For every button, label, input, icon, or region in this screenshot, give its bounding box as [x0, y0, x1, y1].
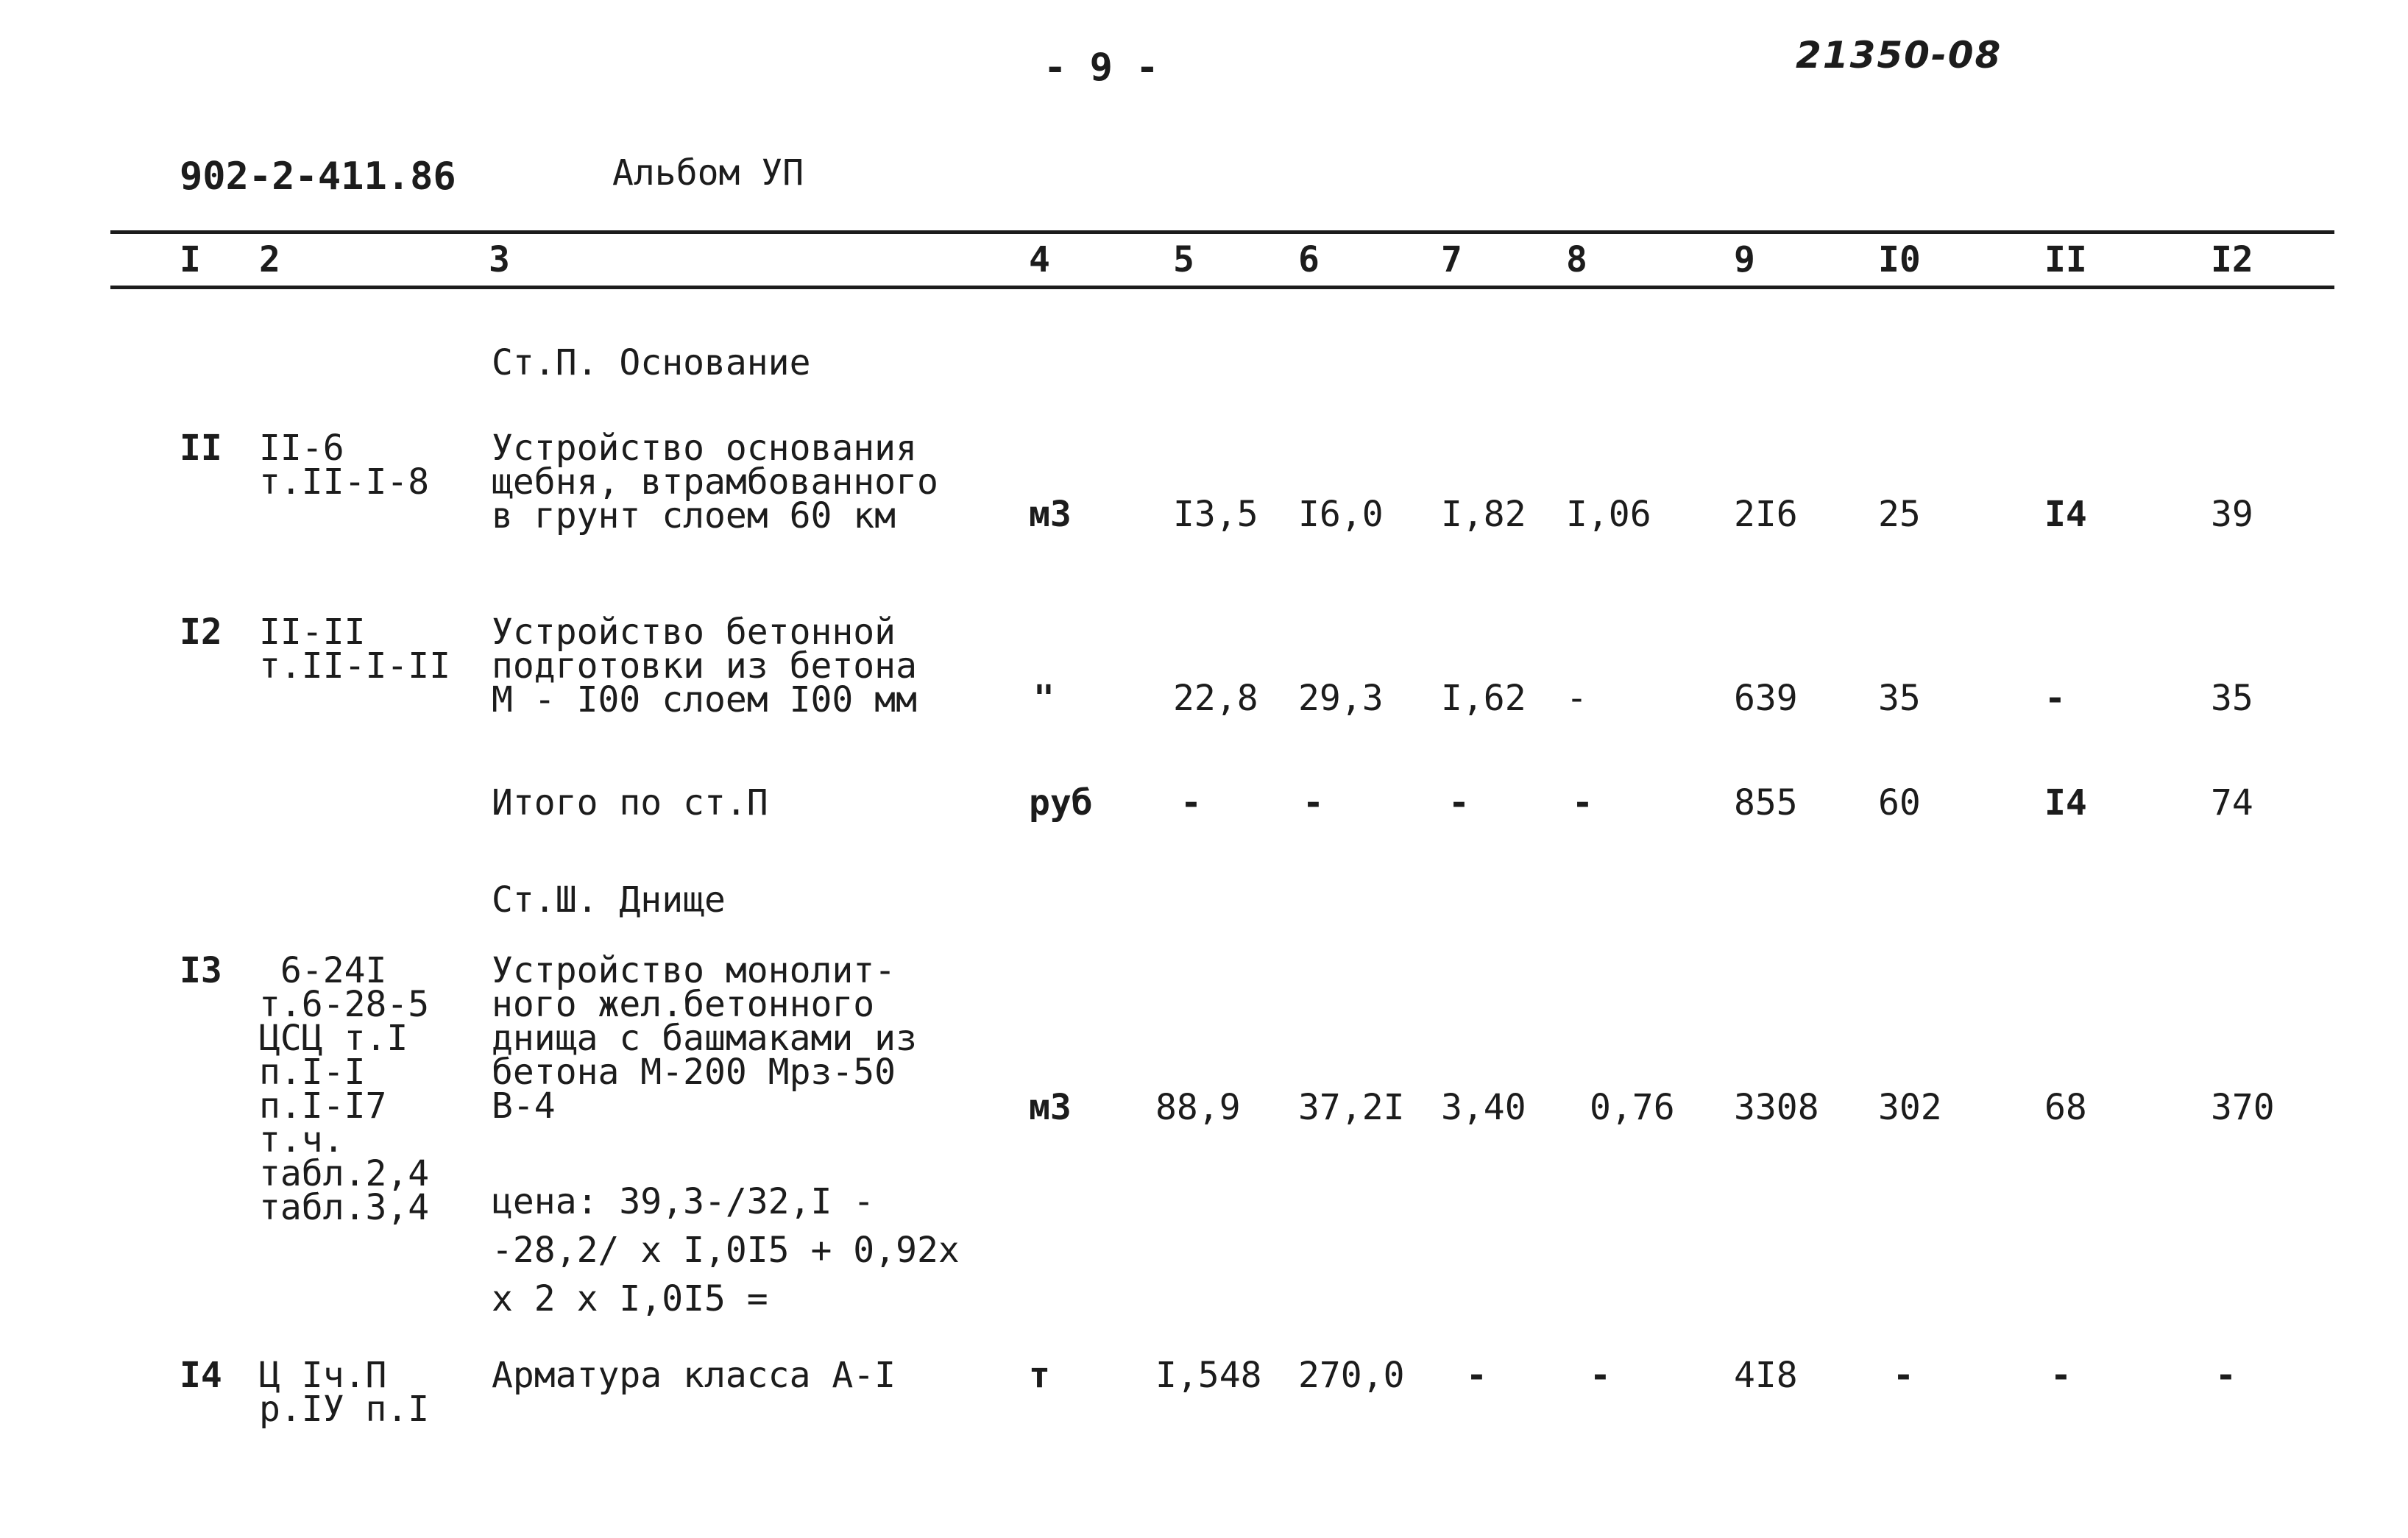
unit: руб [1029, 782, 1093, 823]
price-calculation: цена: 39,3-/32,I - -28,2/ х I,0I5 + 0,92х х 2 х I,0I5 = [492, 1181, 960, 1319]
document-code: 21350-08 [1796, 34, 2002, 77]
norm-code: II-II т.II-I-II [259, 612, 451, 687]
col12-value: 370 [2211, 1087, 2275, 1128]
col-header-10: I0 [1878, 239, 1921, 280]
project-code: 902-2-411.86 [180, 155, 456, 199]
col10-value: - [1893, 1355, 1914, 1396]
col10-value: 60 [1878, 782, 1921, 823]
album-label: Альбом УП [612, 152, 804, 194]
col7-value: - [1466, 1355, 1487, 1396]
col5-value: I,548 [1155, 1355, 1262, 1396]
col8-value: - [1590, 1355, 1611, 1396]
norm-code: 6-24I т.6-28-5 ЦСЦ т.I п.I-I п.I-I7 т.ч. табл.2,4 табл.3,4 [259, 950, 430, 1228]
col11-value: I4 [2044, 782, 2087, 823]
col11-value: 68 [2044, 1087, 2087, 1128]
col7-value: - [1448, 782, 1470, 823]
col-header-8: 8 [1566, 239, 1587, 280]
total-label: Итого по ст.П [492, 782, 768, 823]
col8-value: I,06 [1566, 494, 1651, 535]
col9-value: 3308 [1734, 1087, 1819, 1128]
row-number: I4 [180, 1355, 222, 1396]
row-number: I2 [180, 612, 222, 653]
page-number: - 9 - [1044, 46, 1159, 90]
col5-value: 22,8 [1173, 678, 1258, 719]
col11-value: - [2044, 678, 2066, 719]
col6-value: 29,3 [1298, 678, 1384, 719]
section-title-bottom-slab: Ст.Ш. Днище [492, 879, 726, 921]
col-header-4: 4 [1029, 239, 1050, 280]
col10-value: 25 [1878, 494, 1921, 535]
col6-value: 270,0 [1298, 1355, 1405, 1396]
col8-value: - [1572, 782, 1593, 823]
work-description: Устройство монолит- ного жел.бетонного днища с башмаками из бетона М-200 Мрз-50 В-4 [492, 950, 917, 1127]
work-description: Арматура класса А-I [492, 1355, 896, 1396]
col6-value: I6,0 [1298, 494, 1384, 535]
col-header-3: 3 [489, 239, 510, 280]
col5-value: I3,5 [1173, 494, 1258, 535]
col7-value: I,82 [1441, 494, 1526, 535]
norm-code: Ц Iч.П р.IУ п.I [259, 1355, 430, 1430]
unit: м3 [1029, 494, 1072, 535]
row-number: I3 [180, 950, 222, 991]
col10-value: 35 [1878, 678, 1921, 719]
col5-value: 88,9 [1155, 1087, 1241, 1128]
col11-value: I4 [2044, 494, 2087, 535]
col7-value: I,62 [1441, 678, 1526, 719]
col7-value: 3,40 [1441, 1087, 1526, 1128]
col9-value: 639 [1734, 678, 1798, 719]
col8-value: - [1566, 678, 1587, 719]
col12-value: - [2215, 1355, 2237, 1396]
unit: м3 [1029, 1087, 1072, 1128]
col9-value: 4I8 [1734, 1355, 1798, 1396]
col8-value: 0,76 [1590, 1087, 1675, 1128]
col-header-1: I [180, 239, 201, 280]
col5-value: - [1180, 782, 1202, 823]
col6-value: - [1303, 782, 1324, 823]
row-number: II [180, 428, 222, 469]
work-description: Устройство бетонной подготовки из бетона М - I00 слоем I00 мм [492, 612, 917, 720]
col-header-2: 2 [259, 239, 280, 280]
col12-value: 39 [2211, 494, 2253, 535]
unit: т [1029, 1355, 1050, 1396]
col-header-7: 7 [1441, 239, 1462, 280]
unit: " [1033, 678, 1055, 719]
col11-value: - [2050, 1355, 2072, 1396]
col10-value: 302 [1878, 1087, 1942, 1128]
header-top-rule [110, 230, 2334, 234]
col-header-12: I2 [2211, 239, 2253, 280]
col-header-6: 6 [1298, 239, 1320, 280]
norm-code: II-6 т.II-I-8 [259, 428, 430, 503]
header-bottom-rule [110, 286, 2334, 289]
col-header-11: II [2044, 239, 2087, 280]
col-header-9: 9 [1734, 239, 1755, 280]
col9-value: 855 [1734, 782, 1798, 823]
col-header-5: 5 [1173, 239, 1194, 280]
col9-value: 2I6 [1734, 494, 1798, 535]
section-title-foundation: Ст.П. Основание [492, 342, 811, 383]
work-description: Устройство основания щебня, втрамбованного в грунт слоем 60 км [492, 428, 938, 536]
col12-value: 35 [2211, 678, 2253, 719]
col12-value: 74 [2211, 782, 2253, 823]
col6-value: 37,2I [1298, 1087, 1405, 1128]
